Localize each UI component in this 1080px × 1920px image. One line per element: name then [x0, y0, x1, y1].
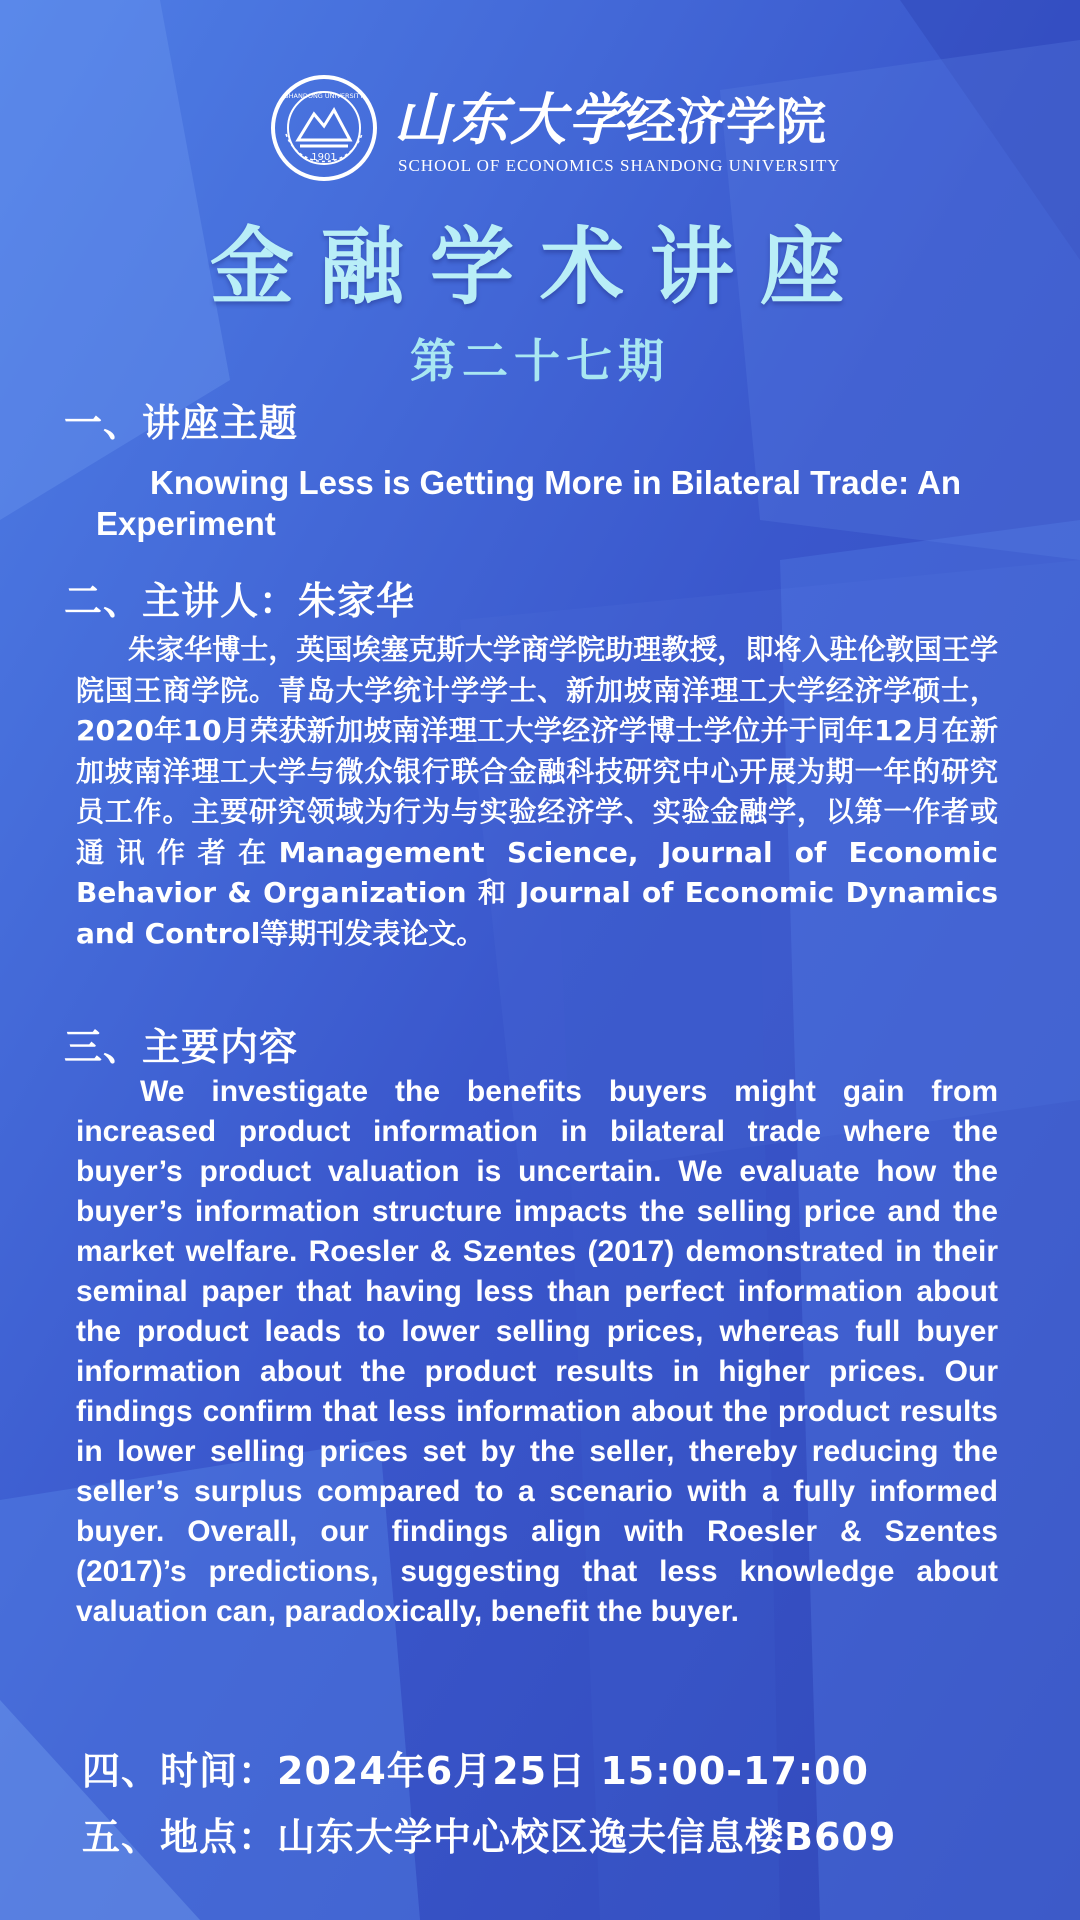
logo-school-text: 经济学院	[626, 93, 826, 151]
speaker-bio: 朱家华博士，英国埃塞克斯大学商学院助理教授，即将入驻伦敦国王学院国王商学院。青岛大学统计学学士、新加坡南洋理工大学经济学硕士，2020年10月荣获新加坡南洋理工大学经济学博士学位并于同年12月在新加坡南洋理工大学与微众银行联合金融科技研究中心开展为期一年的研究员工作。主要研究领域为行为与实验经济学、实验金融学，以第一作者或通讯作者在Management Science, Journal of Economic Behavior & Organization 和 Journal of Economic Dynamics and Control等期刊发表论文。	[76, 633, 998, 950]
university-logo	[270, 70, 841, 180]
location-info: 五、地点：山东大学中心校区逸夫信息楼B609	[82, 1815, 897, 1859]
university-seal-icon	[270, 74, 378, 182]
topic-text: Knowing Less is Getting More in Bilateral Trade: An Experiment	[96, 464, 962, 542]
content-text: We investigate the benefits buyers might gain from increased product information in bilateral trade where the buyer’s product valuation is uncertain. We evaluate how the buyer’s information structure impacts the selling price and the market welfare. Roesler & Szentes (2017) demonstrated in their seminal paper that having less than perfect information about the product leads to lower selling prices, whereas full buyer information about the product results in higher prices. Our findings confirm that less information about the product results in lower selling prices set by the seller, thereby reducing the seller’s surplus compared to a scenario with a fully informed buyer. Overall, our findings align with Roesler & Szentes (2017)’s predictions, suggesting that less knowledge about valuation can, paradoxically, benefit the buyer.	[76, 1075, 998, 1628]
logo-chinese-name	[394, 76, 826, 156]
topic-heading: 一、讲座主题	[64, 401, 299, 445]
poster-title: 金融学术讲座	[209, 218, 870, 316]
speaker-heading: 二、主讲人：朱家华	[64, 579, 416, 623]
content-heading: 三、主要内容	[64, 1025, 299, 1069]
logo-english-name: SCHOOL OF ECONOMICS SHANDONG UNIVERSITY	[398, 156, 841, 175]
logo-script-text: 山东大学	[394, 87, 626, 153]
time-info: 四、时间：2024年6月25日 15:00-17:00	[82, 1749, 870, 1793]
issue-number: 第二十七期	[410, 334, 670, 388]
seal-text: SHANDONG UNIVERSITY	[284, 92, 364, 100]
seal-year: 1901	[311, 152, 337, 163]
